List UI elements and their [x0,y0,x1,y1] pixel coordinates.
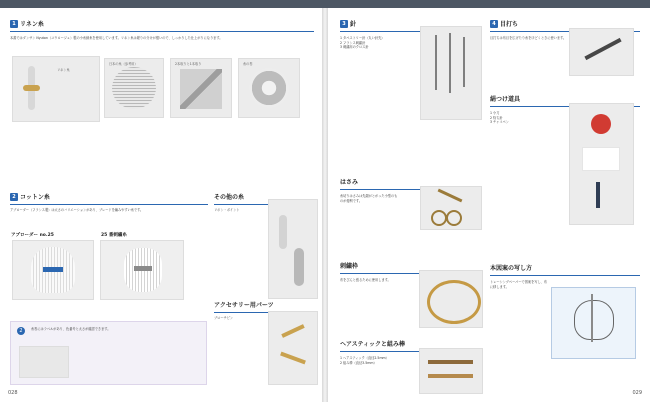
center-line [591,294,593,342]
scissors-text: 糸切りはさみは先端がとがった小型のものが便利です。 [340,194,398,203]
cotton-section-title: コットン糸 [20,194,50,201]
tools-title: 絹つけ道具 [490,96,521,103]
thread-label-3: 糸の巻 [243,62,253,66]
needle-1 [435,35,437,90]
thread-photo-2 [170,58,232,118]
tools-photo [569,103,634,225]
motif-outline-icon [574,300,614,340]
resin-text: 本書ではダンサン Nyuton（ユウロージュ）製の小糸締糸を使用しています。リネン糸は縒りの分けが強いので、しっかりした仕上がりになります。 [10,36,223,40]
accessory-photo [268,311,318,385]
resin-section-header [10,19,44,28]
needle-2 [449,33,451,93]
abloader-photo [12,240,94,300]
hoop-header [340,261,358,270]
other-thread-title: その他の糸 [214,194,245,201]
embroidery-band-icon [134,266,152,271]
awl-photo [569,28,634,76]
resin-rule [10,31,314,32]
chaco-pen-icon [596,182,600,208]
abloader-band-icon [43,267,63,272]
clasp-icon [280,352,306,365]
note-photo [19,346,69,378]
stick-title: ヘアスティックと組み棒 [340,341,405,348]
needle-title: 針 [350,21,357,28]
right-page [328,8,650,402]
note-number-icon: 2 [17,327,25,335]
right-page-number: 029 [632,390,642,396]
hair-stick-icon [428,360,473,364]
awl-text: 目打ちは布目を広げたり糸をほどくときに使います。 [490,36,567,40]
accessory-text: ブローチピン [214,316,234,320]
needle-header [340,19,356,28]
gold-ring-icon [23,85,40,91]
accessory-title: アクセサリー用パーツ [214,302,274,309]
embroidery-hoop-icon [427,280,481,324]
spool-2 [294,248,304,286]
other-text: リボン・ポイント [214,208,240,212]
cotton-subtitle-right: 25 番刺繍糸 [101,233,127,238]
thread-label-2: 2本取りと1本取り [175,62,202,66]
pattern-title: 本図案の写し方 [490,265,533,272]
cotton-section-header [10,192,50,201]
needle-photo [420,26,482,120]
image-label-main: リネン糸 [57,68,70,72]
scissors-title: はさみ [340,179,359,186]
tools-header [490,94,520,103]
note-box [10,321,207,385]
left-page [0,8,322,402]
awl-tool-icon [584,38,621,60]
resin-thread-photo [12,56,100,122]
section-number-icon: 1 [10,20,18,28]
left-page-number: 028 [8,390,18,396]
cotton-rule [10,204,208,205]
needle-text: 1 タペストリー針（丸い針先） 2 フランス刺繍針 3 刺繍用のクロス針 [340,36,385,49]
braiding-stick-icon [428,374,473,378]
pattern-rule [490,275,640,276]
section-number-icon: 3 [340,20,348,28]
thread-label-1: 日本の糸（参考用） [109,62,138,66]
scissors-header [340,177,358,186]
pattern-diagram [551,287,636,359]
stick-photo [419,348,483,394]
brooch-pin-icon [281,324,304,338]
scissors-handle-icon [431,210,447,226]
scissors-handle-icon [446,210,462,226]
resin-section-title: リネン糸 [20,21,44,28]
needle-3 [463,37,465,87]
awl-title: 目打ち [500,21,519,28]
cotton-subtitle-left: アブローダー no.25 [11,233,54,238]
note-text: 糸巻にはラベルがあり、色番号と太さが確認できます。 [31,327,111,331]
spool-1 [279,215,287,249]
thread-skein [112,67,156,109]
thread-photo-3 [238,58,300,118]
thread-coil [249,68,289,108]
scissors-blade-icon [438,189,463,203]
embroidery-thread-photo [100,240,184,300]
cotton-text: アブローダー（フランス製）は太さのバリエーションがあり、ブレードを編みやすい糸です。 [10,208,144,212]
hoop-photo [419,270,483,328]
paper-icon [582,147,620,171]
other-thread-header [214,192,244,201]
tools-text: 1 小刀 2 待ち針 3 チャコペン [490,111,509,124]
scissors-photo [420,186,482,230]
stick-text: 1 ヘアスティック（直径2.5mm） 2 組み棒（直径3.5mm） [340,356,389,365]
thread-reel-icon [591,114,611,134]
top-bar [0,0,650,8]
section-number-icon: 2 [10,193,18,201]
other-thread-photo [268,199,318,299]
stick-header [340,339,405,348]
section-number-icon: 4 [490,20,498,28]
thread-twist [180,69,222,109]
hoop-text: 布をぴんと張るために使用します。 [340,278,391,282]
hoop-title: 刺繍枠 [340,263,359,270]
accessory-header [214,300,274,309]
pattern-text: トレーシングペーパーで図案を写し、布に移します。 [490,280,548,289]
thread-photo-1 [104,58,164,118]
pattern-header [490,263,532,272]
awl-header [490,19,518,28]
